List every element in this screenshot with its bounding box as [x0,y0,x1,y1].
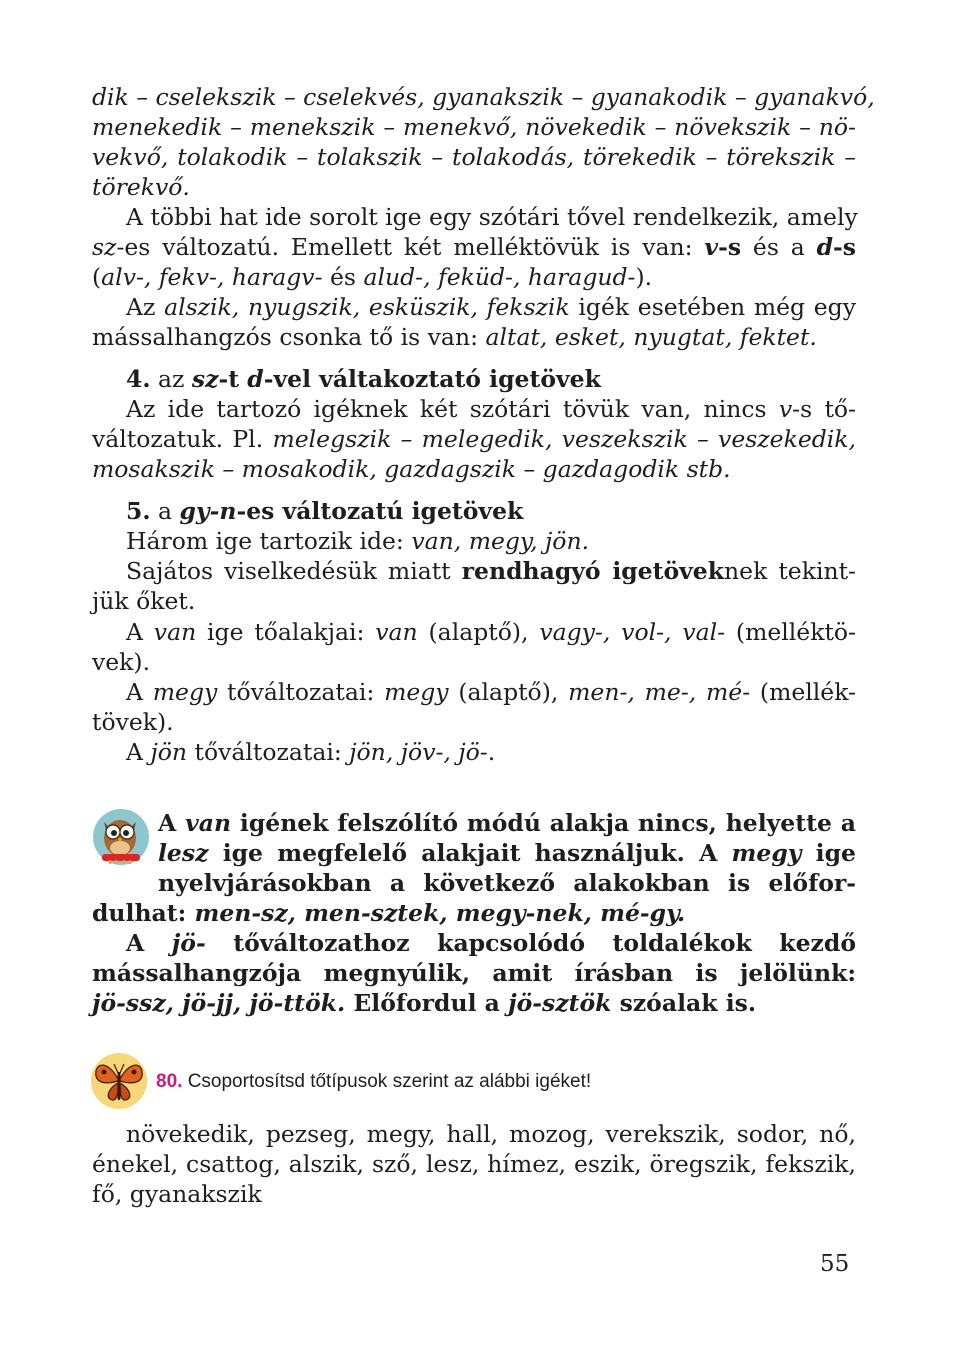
paragraph2-line2: sz-es változatú. Emellett két melléktövük is van: v-s és a d-s [92,233,857,261]
paragraph2-line1: A többi hat ide sorolt ige egy szótári tővel rendelkezik, amely [126,203,858,231]
butterfly-icon [90,1052,148,1110]
note-line4: dulhat: men-sz, men-sztek, megy-nek, mé-gy. [92,899,686,927]
exercise-line1: növekedik, pezseg, megy, hall, mozog, verekszik, sodor, nő, [126,1120,856,1148]
paragraph3-line2: mássalhangzós csonka tő is van: altat, esket, nyugtat, fektet. [92,323,817,351]
note-line5: A jö- tőváltozathoz kapcsolódó toldalékok kezdő [126,929,856,957]
paragraph2-line3: (alv-, fekv-, haragv- és alud-, feküd-, haragud-). [92,263,653,291]
section5-line3: jük őket. [92,587,196,615]
section5-line8: A jön tőváltozatai: jön, jöv-, jö-. [126,738,496,766]
note-line1: A van igének felszólító módú alakja nincs, helyette a [158,809,857,837]
paragraph1-line1: dik – cselekszik – cselekvés, gyanakszik – gyanakodik – gyanakvó, [92,83,875,111]
owl-icon [92,808,150,866]
exercise-number: 80. [156,1071,183,1092]
exercise-instruction: 80. Csoportosítsd tőtípusok szerint az alábbi igéket! [156,1071,592,1092]
paragraph1-line2: menekedik – menekszik – menekvő, növekedik – növekszik – nö- [92,113,856,141]
page-number: 55 [820,1251,850,1277]
exercise-line2: énekel, csattog, alszik, sző, lesz, hímez, eszik, öregszik, fekszik, [92,1150,856,1178]
note-line6: mássalhangzója megnyúlik, amit írásban is jelölünk: [92,959,856,987]
paragraph1-line3: vekvő, tolakodik – tolakszik – tolakodás, törekedik – törekszik – [92,143,856,171]
section5-line5: vek). [92,648,151,676]
section5-line4: A van ige tőalakjai: van (alaptő), vagy-, vol-, val- (melléktö- [126,618,856,646]
section5-line7: tövek). [92,708,174,736]
section4-line1: Az ide tartozó igéknek két szótári tövük van, nincs v-s tő- [126,395,856,423]
section4-line2: változatuk. Pl. melegszik – melegedik, veszekszik – veszekedik, [92,425,856,453]
exercise-line3: fő, gyanakszik [92,1180,262,1208]
section4-heading: 4. az sz-t d-vel váltakoztató igetövek [126,365,601,393]
note-line3: nyelvjárásokban a következő alakokban is előfor- [158,869,856,897]
note-line2: lesz ige megfelelő alakjait használjuk. A megy ige [158,839,856,867]
section5-line6: A megy tőváltozatai: megy (alaptő), men-, me-, mé- (mellék- [126,678,856,706]
section4-line3: mosakszik – mosakodik, gazdagszik – gazdagodik stb. [92,455,731,483]
section5-line2: Sajátos viselkedésük miatt rendhagyó igetöveknek tekint- [126,557,856,585]
section5-line1: Három ige tartozik ide: van, megy, jön. [126,527,590,555]
paragraph1-line4: törekvő. [92,173,190,201]
paragraph3-line1: Az alszik, nyugszik, esküszik, fekszik igék esetében még egy [126,293,856,321]
note-line7: jö-ssz, jö-jj, jö-ttök. Előfordul a jö-sztök szóalak is. [92,989,757,1017]
section5-heading: 5. a gy-n-es változatú igetövek [126,497,524,525]
